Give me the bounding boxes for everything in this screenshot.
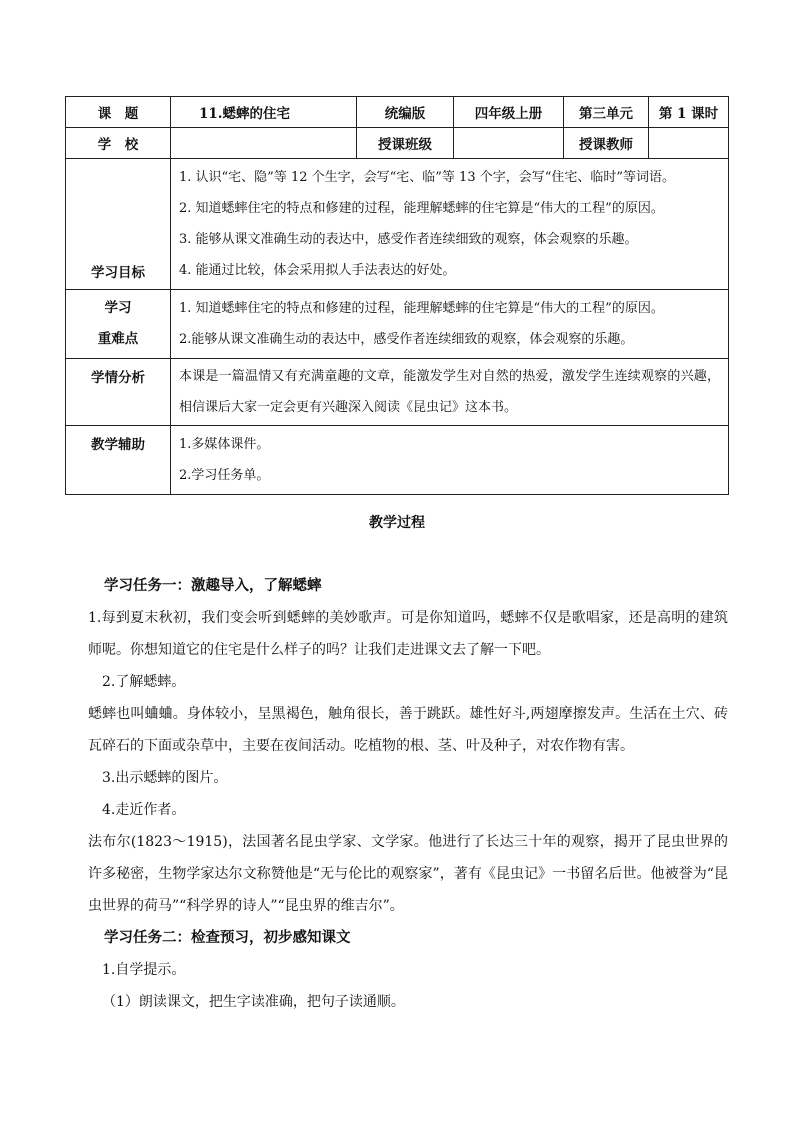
key-points-label-line2: 重难点	[97, 331, 139, 347]
task1-paragraph: 法布尔(1823～1915)，法国著名昆虫学家、文学家。他进行了长达三十年的观察，揭开了昆虫世界的许多秘密，生物学家达尔文称赞他是“无与伦比的观察家”，著有《昆虫记》一书留名后世。他被誉为“昆虫世界的荷马”“科学界的诗人”“昆虫界的维吉尔”。	[88, 834, 728, 914]
goal-item: 3. 能够从课文准确生动的表达中，感受作者连续细致的观察，体会观察的乐趣。	[179, 232, 638, 247]
task1-paragraph: 蟋蟀也叫蛐蛐。身体较小，呈黑褐色，触角很长，善于跳跃。雄性好斗,两翅摩擦发声。生活在土穴、砖瓦碎石的下面或杂草中，主要在夜间活动。吃植物的根、茎、叶及种子，对农作物有害。	[88, 706, 728, 754]
goals-list	[171, 159, 729, 290]
goal-item: 4. 能通过比较，体会采用拟人手法表达的好处。	[179, 263, 456, 278]
table-row-aids	[66, 426, 729, 495]
table-row-goals	[66, 159, 729, 290]
task1-paragraph: 1.每到夏末秋初，我们变会听到蟋蟀的美妙歌声。可是你知道吗，蟋蟀不仅是歌唱家，还是高明的建筑师呢。你想知道它的住宅是什么样子的吗？让我们走进课文去了解一下吧。	[88, 610, 728, 658]
aids-label: 教学辅助	[66, 426, 171, 495]
teacher-label: 授课教师	[564, 128, 649, 159]
task1-heading: 学习任务一：激趣导入，了解蟋蟀	[104, 577, 322, 594]
task2-paragraph: （1）朗读课文，把生字读准确，把句子读通顺。	[102, 994, 405, 1010]
section-title: 教学过程	[369, 515, 425, 531]
task2-paragraph: 1.自学提示。	[102, 962, 186, 978]
goals-label: 学习目标	[66, 159, 171, 290]
unit: 第三单元	[564, 97, 649, 128]
aids-list	[171, 426, 729, 495]
key-points-list	[171, 290, 729, 359]
key-points-label	[66, 290, 171, 359]
key-point-item: 1. 知道蟋蟀住宅的特点和修建的过程，能理解蟋蟀的住宅算是“伟大的工程”的原因。	[179, 301, 664, 316]
lesson-title: 11.蟋蟀的住宅	[171, 97, 357, 128]
task1-paragraph: 2.了解蟋蟀。	[102, 674, 186, 690]
grade: 四年级上册	[454, 97, 564, 128]
table-row-key-points	[66, 290, 729, 359]
lesson-info-table	[65, 96, 729, 495]
key-points-label-line1: 学习	[104, 300, 132, 316]
table-row-school	[66, 128, 729, 159]
school-value	[171, 128, 357, 159]
teaching-process	[88, 570, 728, 1018]
class-value	[454, 128, 564, 159]
task1-paragraph: 4.走近作者。	[102, 802, 186, 818]
table-row-title	[66, 97, 729, 128]
task2-heading: 学习任务二：检查预习，初步感知课文	[104, 929, 351, 946]
analysis-text: 本课是一篇温情又有充满童趣的文章，能激发学生对自然的热爱，激发学生连续观察的兴趣，相信课后大家一定会更有兴趣深入阅读《昆虫记》这本书。	[171, 359, 729, 426]
aid-item: 2.学习任务单。	[179, 468, 270, 483]
class-label: 授课班级	[357, 128, 454, 159]
edition: 统编版	[357, 97, 454, 128]
aid-item: 1.多媒体课件。	[179, 437, 270, 452]
key-point-item: 2.能够从课文准确生动的表达中，感受作者连续细致的观察，体会观察的乐趣。	[179, 332, 634, 347]
teacher-value	[649, 128, 729, 159]
table-row-analysis	[66, 359, 729, 426]
goal-item: 1. 认识“宅、隐”等 12 个生字，会写“宅、临”等 13 个字，会写“住宅、临时”等词语。	[179, 170, 676, 185]
analysis-label: 学情分析	[66, 359, 171, 426]
school-label: 学 校	[66, 128, 171, 159]
task1-paragraph: 3.出示蟋蟀的图片。	[102, 770, 228, 786]
goal-item: 2. 知道蟋蟀住宅的特点和修建的过程，能理解蟋蟀的住宅算是“伟大的工程”的原因。	[179, 201, 664, 216]
lesson-label: 课 题	[66, 97, 171, 128]
period: 第 1 课时	[649, 97, 729, 128]
